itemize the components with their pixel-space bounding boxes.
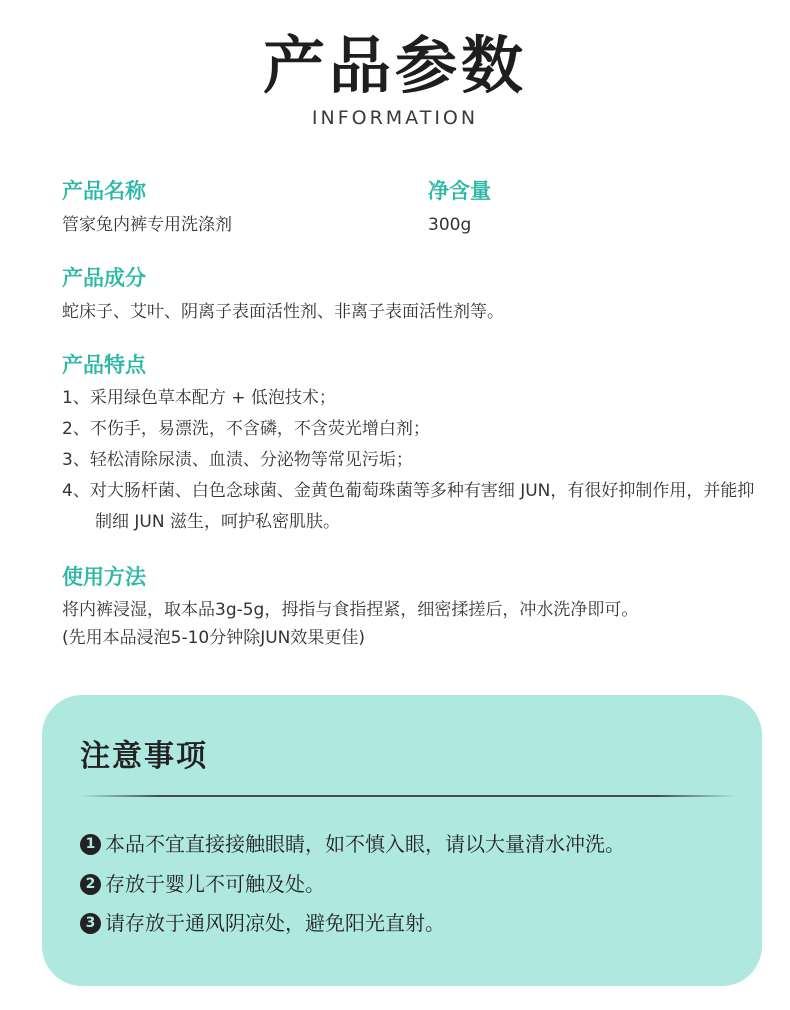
feature-item: 3、轻松清除尿渍、血渍、分泌物等常见污垢； [62,450,413,470]
notice-title: 注意事项 [80,739,208,774]
feature-item: 4、对大肠杆菌、白色念球菌、金黄色葡萄珠菌等多种有害细 JUN，有很好抑制作用，并能抑制细 JUN 滋生，呵护私密肌肤。 [62,481,755,532]
feature-item: 2、不伤手，易漂洗，不含磷，不含荧光增白剂； [62,419,430,439]
net-content-value: 300g [428,215,472,235]
notice-divider [80,795,736,797]
page-title: 产品参数 [262,29,527,102]
page-subtitle: INFORMATION [311,107,479,129]
notice-item-text: 存放于婴儿不可触及处。 [105,872,325,896]
features-label: 产品特点 [62,353,146,377]
ingredients-label: 产品成分 [62,266,146,290]
ingredients-value: 蛇床子、艾叶、阴离子表面活性剂、非离子表面活性剂等。 [62,302,504,322]
number-one-icon: 1 [80,834,101,855]
notice-item [80,909,445,937]
product-name-label: 产品名称 [62,179,146,203]
number-two-icon: 2 [80,874,101,895]
usage-text-line1: 将内裤浸湿，取本品3g-5g，拇指与食指捏紧，细密揉搓后，冲水洗净即可。 [62,600,639,620]
product-name-value: 管家兔内裤专用洗涤剂 [62,215,232,235]
number-three-icon: 3 [80,913,101,934]
features-list [62,383,762,538]
usage-text-line2: (先用本品浸泡5-10分钟除JUN效果更佳) [62,628,366,648]
notice-panel [42,695,762,986]
notice-item-text: 请存放于通风阴凉处，避免阳光直射。 [105,911,445,935]
notice-item-text: 本品不宜直接接触眼睛，如不慎入眼，请以大量清水冲洗。 [105,832,625,856]
net-content-label: 净含量 [428,179,491,203]
feature-item: 1、采用绿色草本配方 + 低泡技术； [62,388,336,408]
notice-item [80,870,325,898]
notice-item [80,830,625,858]
usage-label: 使用方法 [62,565,146,589]
